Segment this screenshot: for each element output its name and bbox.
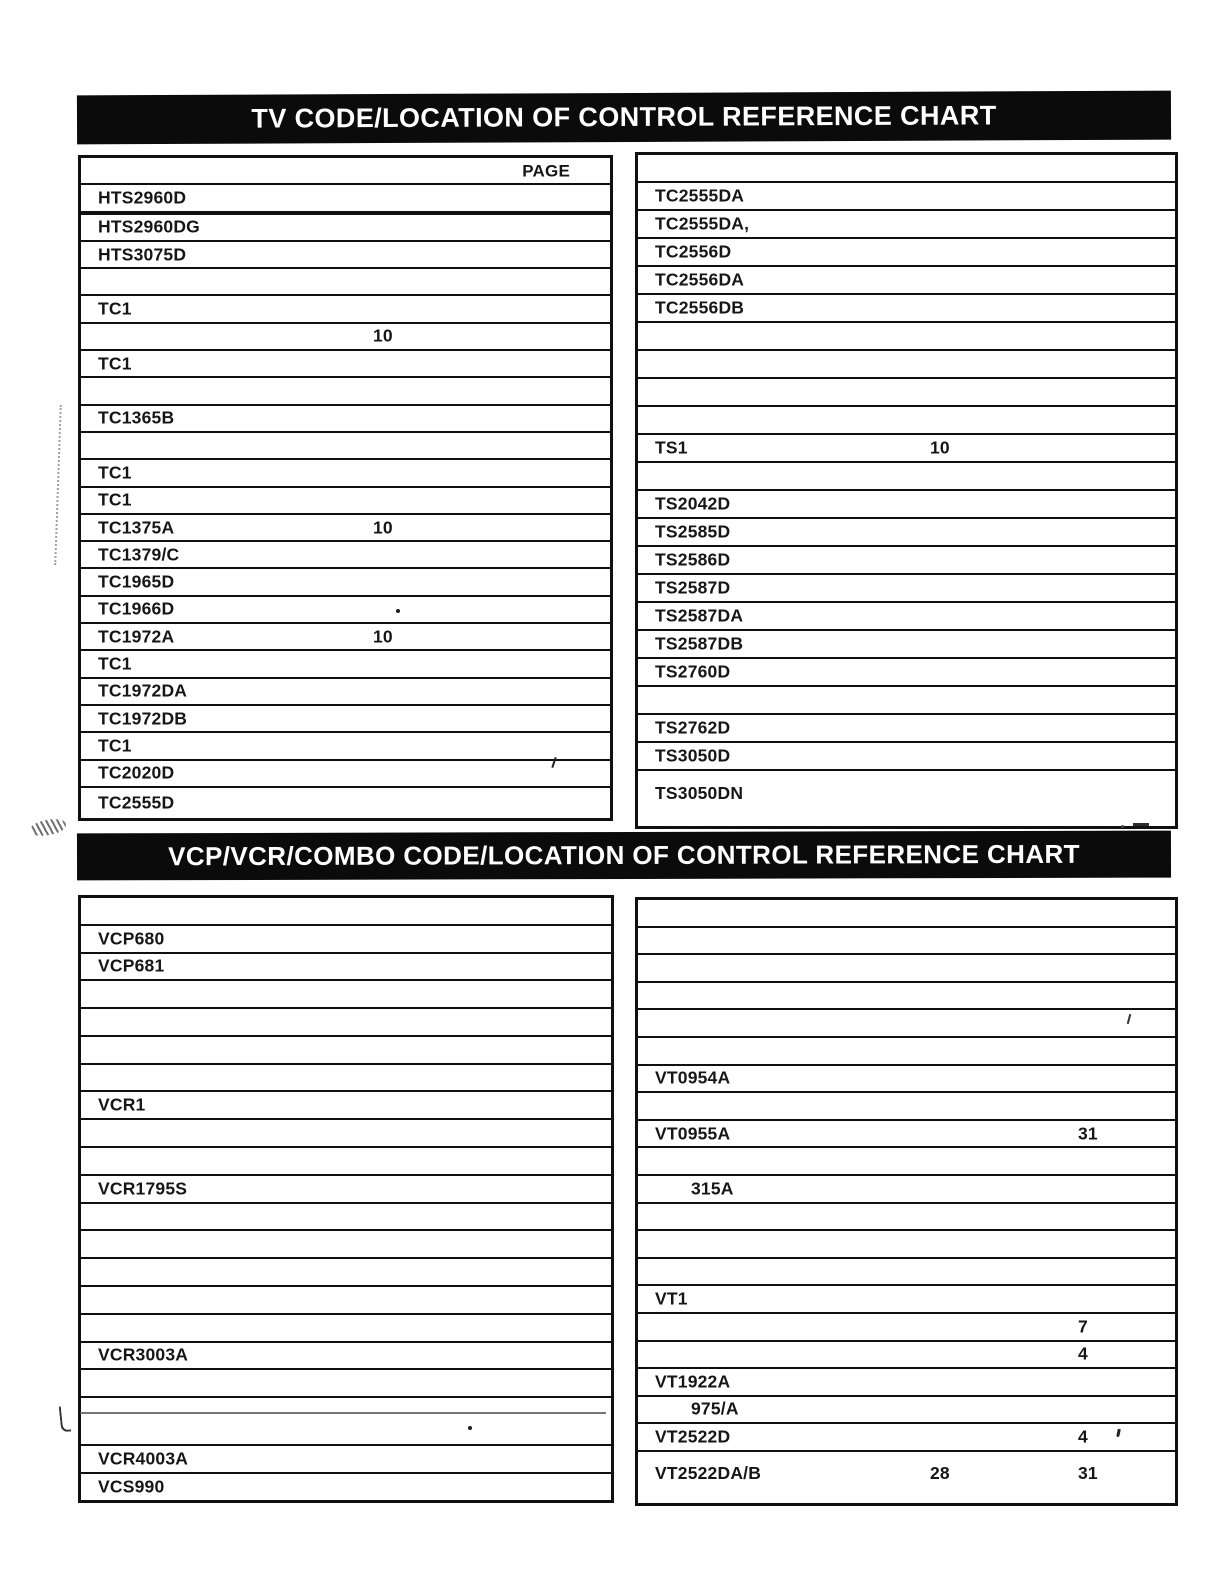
model-cell: TS3050D [655, 745, 731, 766]
table-row [81, 158, 610, 183]
table-row [81, 267, 610, 294]
table-row [81, 540, 610, 567]
model-cell: TS2762D [655, 717, 731, 738]
table-row [638, 573, 1175, 601]
table-row [81, 567, 610, 594]
table-row [81, 376, 610, 403]
model-cell: TC1972DA [98, 680, 188, 701]
table-row [638, 741, 1175, 769]
table-row [638, 769, 1175, 826]
table-row [81, 924, 611, 952]
model-cell: TC1 [98, 735, 132, 756]
table-row [81, 1472, 611, 1500]
table-row [81, 240, 610, 267]
table-row [81, 1229, 611, 1257]
page-number: 7 [1078, 1315, 1088, 1336]
model-cell: TC1966D [98, 598, 175, 619]
table-row [81, 404, 610, 431]
model-cell: TS2587DB [655, 633, 744, 654]
table-row [81, 622, 610, 649]
table-row [81, 211, 610, 240]
table-row [81, 1368, 611, 1396]
model-cell: HTS2960D [98, 187, 187, 208]
tv-section-title: TV CODE/LOCATION OF CONTROL REFERENCE CHART [251, 100, 997, 134]
table-row [81, 431, 610, 458]
page-number: 4 [1078, 1426, 1088, 1447]
table-row [638, 1340, 1175, 1368]
table-row [81, 759, 610, 786]
table-row [638, 293, 1175, 321]
page-number: 4 [1078, 1343, 1088, 1364]
table-row [638, 1174, 1175, 1202]
table-row [81, 1202, 611, 1230]
model-cell: VCS990 [98, 1476, 165, 1497]
table-row [81, 1035, 611, 1063]
table-row [81, 486, 610, 513]
vcr-section-title: VCP/VCR/COMBO CODE/LOCATION OF CONTROL REFERENCE CHART [168, 838, 1080, 872]
vcr-left-table [78, 895, 614, 1503]
table-row [81, 513, 610, 540]
model-cell: 315A [691, 1177, 734, 1198]
table-row [81, 649, 610, 676]
model-cell: VCP681 [98, 955, 165, 976]
model-cell: HTS2960DG [98, 216, 200, 237]
table-row [638, 1008, 1175, 1036]
page-number: 31 [1078, 1462, 1098, 1483]
table-row [638, 489, 1175, 517]
page-column-header: PAGE [522, 161, 570, 181]
table-row [638, 685, 1175, 713]
model-cell: VCR4003A [98, 1448, 189, 1469]
model-cell: TC2556DB [655, 297, 745, 318]
table-row [81, 595, 610, 622]
model-cell: VT0954A [655, 1067, 731, 1088]
table-row [81, 898, 611, 924]
model-cell: TC1 [98, 298, 132, 319]
model-cell: TS1 [655, 437, 688, 458]
vcr-section-title-bar [78, 832, 1170, 880]
table-row [638, 265, 1175, 293]
table-row [638, 657, 1175, 685]
model-cell: TC1375A [98, 516, 175, 537]
table-row [81, 458, 610, 485]
model-cell: TC2556D [655, 241, 732, 262]
table-row [638, 237, 1175, 265]
model-cell: TC1 [98, 653, 132, 674]
table-row [638, 1257, 1175, 1285]
model-cell: TC1972A [98, 625, 175, 646]
table-row [638, 629, 1175, 657]
table-row [81, 1118, 611, 1146]
model-cell: TC1 [98, 462, 132, 483]
table-row [638, 1036, 1175, 1064]
model-cell: TC2020D [98, 762, 175, 783]
page-number: 28 [930, 1462, 950, 1483]
table-row [81, 1444, 611, 1472]
model-cell: TS2587DA [655, 605, 744, 626]
table-row [81, 786, 610, 818]
tv-right-table [635, 152, 1178, 829]
model-cell: TS2760D [655, 661, 731, 682]
model-cell: VCP680 [98, 927, 165, 948]
table-row [81, 1090, 611, 1118]
table-row [81, 1174, 611, 1202]
scan-hook-artifact [59, 1406, 72, 1433]
page-number: 10 [373, 516, 393, 537]
table-row [81, 1341, 611, 1369]
table-row [638, 1119, 1175, 1147]
table-row [638, 1422, 1175, 1450]
table-row [81, 1007, 611, 1035]
model-cell: VCR1795S [98, 1177, 188, 1198]
model-cell: TC2555D [98, 792, 175, 813]
table-row [638, 181, 1175, 209]
table-row [81, 1396, 611, 1444]
table-row [81, 1285, 611, 1313]
model-cell: TC2555DA, [655, 213, 750, 234]
page-number: 31 [1078, 1122, 1098, 1143]
model-cell: TS3050DN [655, 783, 744, 804]
table-row [638, 1229, 1175, 1257]
table-row [81, 183, 610, 210]
model-cell: TC1965D [98, 571, 175, 592]
table-row [638, 900, 1175, 926]
table-row [638, 713, 1175, 741]
table-row [638, 155, 1175, 181]
table-row [638, 953, 1175, 981]
model-cell: VCR1 [98, 1094, 146, 1115]
model-cell: 975/A [691, 1398, 739, 1419]
page-number: 10 [373, 625, 393, 646]
table-row [81, 1063, 611, 1091]
table-row [638, 349, 1175, 377]
table-row [81, 1257, 611, 1285]
model-cell: VT2522D [655, 1426, 731, 1447]
model-cell: TC2556DA [655, 269, 745, 290]
table-row [638, 517, 1175, 545]
model-cell: TC1379/C [98, 544, 180, 565]
table-row [638, 1202, 1175, 1230]
page-number: 10 [930, 437, 950, 458]
table-row [638, 601, 1175, 629]
table-row [81, 731, 610, 758]
tv-left-table [78, 155, 613, 821]
model-cell: VT0955A [655, 1122, 731, 1143]
table-row [638, 377, 1175, 405]
model-cell: VCR3003A [98, 1344, 189, 1365]
table-row [638, 981, 1175, 1009]
table-row [638, 461, 1175, 489]
model-cell: TS2586D [655, 549, 731, 570]
page-number: 10 [373, 325, 393, 346]
vcr-right-table [635, 897, 1178, 1506]
model-cell: TC1365B [98, 407, 175, 428]
table-row [638, 321, 1175, 349]
table-row [638, 1367, 1175, 1395]
table-row [81, 1146, 611, 1174]
model-cell: VT2522DA/B [655, 1462, 762, 1483]
model-cell: TS2042D [655, 493, 731, 514]
table-row [638, 1284, 1175, 1312]
table-row [638, 1091, 1175, 1119]
table-row [81, 677, 610, 704]
model-cell: TC2555DA [655, 185, 745, 206]
table-row [81, 704, 610, 731]
table-row [638, 1312, 1175, 1340]
table-row [638, 1064, 1175, 1092]
table-row [81, 349, 610, 376]
model-cell: TC1 [98, 489, 132, 510]
model-cell: TS2587D [655, 577, 731, 598]
model-cell: VT1 [655, 1288, 688, 1309]
table-row [638, 926, 1175, 954]
tv-section-title-bar [78, 92, 1170, 144]
table-row [638, 405, 1175, 433]
table-row [638, 1395, 1175, 1423]
model-cell: VT1922A [655, 1371, 731, 1392]
table-row [638, 433, 1175, 461]
table-row [638, 209, 1175, 237]
table-row [638, 1146, 1175, 1174]
table-row [81, 979, 611, 1007]
model-cell: TS2585D [655, 521, 731, 542]
table-row [638, 545, 1175, 573]
model-cell: HTS3075D [98, 243, 187, 264]
table-row [81, 1313, 611, 1341]
table-row [81, 294, 610, 321]
table-row [81, 322, 610, 349]
table-row [81, 952, 611, 980]
table-row [638, 1450, 1175, 1503]
model-cell: TC1972DB [98, 707, 188, 728]
margin-smudge-artifact [29, 817, 67, 838]
model-cell: TC1 [98, 352, 132, 373]
margin-squiggle-artifact [54, 405, 62, 565]
